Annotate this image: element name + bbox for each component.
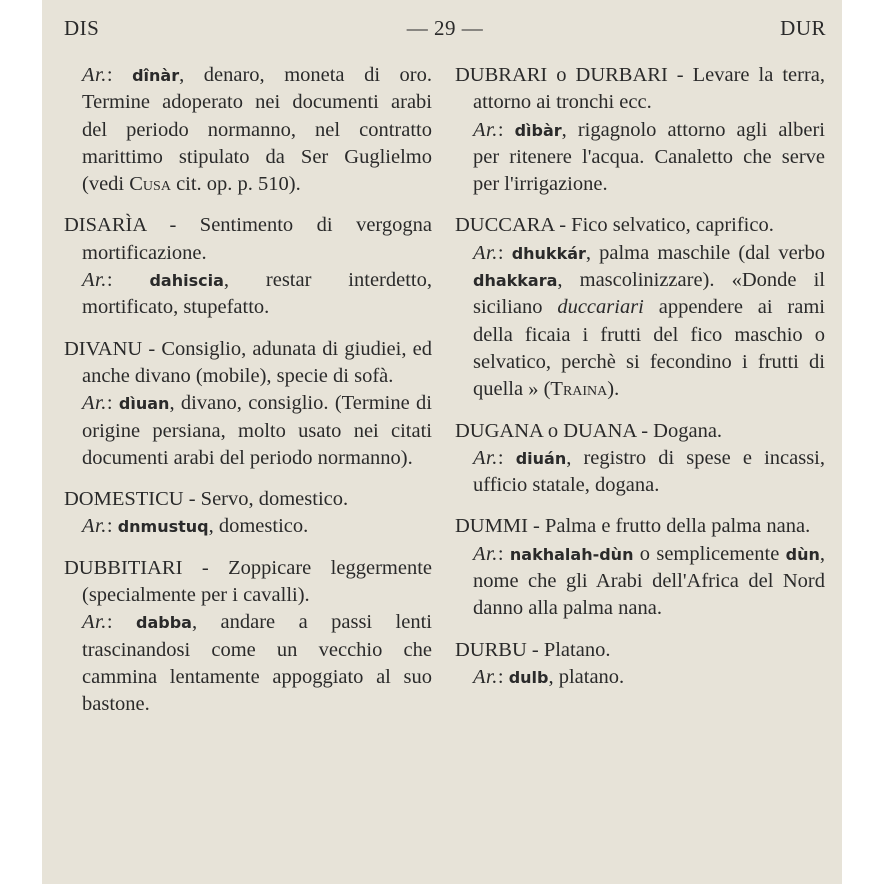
ar-label: Ar. (473, 542, 498, 565)
entry-dubbitiari (64, 555, 432, 719)
page-number: — 29 — (406, 16, 484, 40)
entry-body: Ar.: dnmustuq, domestico. (82, 515, 309, 538)
entry-text: , andare a passi lenti trascinandosi come un vecchio che cammina lentamente appoggiato al suo bastone. (82, 611, 432, 716)
entry-head: DURBU - Platano. (455, 638, 611, 661)
entry-head: DUBRARI o DURBARI - Levare la terra, attorno ai tronchi ecc. (455, 64, 825, 114)
entry-text: , restar interdetto, mortificato, stupefatto. (82, 269, 432, 319)
entry-text: , platano. (548, 665, 625, 688)
ar-label: Ar. (82, 269, 107, 292)
entry-text: , denaro, moneta di oro. Termine adoperato nei documenti arabi del periodo normanno, nel contratto marittimo stipulato da Ser Guglielmo (vedi (82, 64, 432, 196)
entry-continuation (64, 62, 432, 198)
author-ref: Cusa (129, 173, 171, 196)
entry-body: Ar.: dulb, platano. (473, 665, 625, 688)
entry-text: , palma maschile (dal verbo (585, 241, 825, 264)
arabic-word: dìbàr (514, 120, 562, 140)
entry-dubrari (455, 62, 825, 198)
entry-head: DUCCARA - Fico selvatico, caprifico. (455, 214, 774, 237)
entry-head: DOMESTICU - Servo, domestico. (64, 488, 349, 511)
entry-head: DIVANU - Consiglio, adunata di giudiei, ed anche divano (mobile), specie di sofà. (64, 337, 432, 387)
left-column (64, 62, 432, 733)
entry-text-2: , nome che gli Arabi dell'Africa del Nord danno alla palma nana. (473, 542, 825, 620)
arabic-word: dînàr (132, 66, 180, 85)
entry-head: DUMMI - Palma e frutto della palma nana. (455, 515, 811, 538)
arabic-word: dhukkár (511, 243, 586, 263)
arabic-word: diuán (515, 448, 567, 468)
ar-label: Ar. (473, 446, 498, 469)
entry-disaria (64, 212, 432, 321)
ar-label: Ar. (473, 665, 498, 688)
entry-divanu (64, 336, 432, 472)
entry-body: Ar.: nakhalah-dùn o semplicemente dùn, nome che gli Arabi dell'Africa del Nord danno alla palma nana. (473, 542, 825, 620)
entry-text: , registro di spese e incassi, ufficio statale, dogana. (473, 446, 825, 497)
running-head (64, 16, 826, 46)
entry-body: Ar.: dînàr, denaro, moneta di oro. Termine adoperato nei documenti arabi del periodo normanno, nel contratto marittimo stipulato da Ser Guglielmo (vedi Cusa cit. op. p. 510). (82, 64, 432, 196)
arabic-word: dnmustuq (117, 517, 209, 537)
ar-label: Ar. (473, 118, 498, 141)
arabic-word-2: dùn (785, 544, 820, 564)
ar-label: Ar. (473, 241, 498, 264)
ar-label: Ar. (82, 392, 107, 415)
entry-body: Ar.: dìuan, divano, consiglio. (Termine di origine persiana, molto usato nei citati documenti arabi del periodo normanno). (82, 392, 432, 469)
arabic-word: dulb (508, 667, 549, 687)
entry-text: , divano, consiglio. (Termine di origine persiana, molto usato nei citati documenti arabi del periodo normanno). (82, 392, 432, 469)
author-ref: Traina (550, 378, 608, 401)
entry-text-3: appendere ai rami della ficaia i frutti del fico maschio o selvatico, perchè si fecondino i frutti di quella » ( (473, 296, 826, 401)
arabic-word: nakhalah-dùn (509, 544, 634, 564)
entry-body: Ar.: diuán, registro di spese e incassi, ufficio statale, dogana. (473, 446, 825, 497)
ar-label: Ar. (82, 611, 107, 634)
entry-text: o semplicemente (633, 542, 780, 565)
arabic-word: dìuan (118, 394, 170, 414)
head-right: DUR (780, 16, 826, 40)
entry-text-4: ). (607, 378, 620, 401)
entry-body: Ar.: dabba, andare a passi lenti trascinandosi come un vecchio che cammina lentamente appoggiato al suo bastone. (82, 611, 432, 716)
entry-text: , rigagnolo attorno agli alberi per ritenere l'acqua. Canaletto che serve per l'irrigazione. (473, 118, 825, 196)
entry-text-2: , mascolinizzare). «Donde il siciliano (473, 269, 825, 319)
right-column (455, 62, 825, 705)
entry-text-2: cit. op. p. 510). (170, 173, 301, 196)
entry-durbu (455, 637, 825, 692)
dictionary-page (42, 0, 842, 884)
entry-head: DISARÌA - Sentimento di vergogna mortificazione. (64, 214, 432, 264)
entry-body: Ar.: dhukkár, palma maschile (dal verbo dhakkara, mascolinizzare). «Donde il siciliano duccariari appendere ai rami della ficaia i frutti del fico maschio o selvatico, perchè si fecondino i frutti di quella » (Traina). (473, 241, 826, 401)
entry-head: DUBBITIARI - Zoppicare leggermente (specialmente per i cavalli). (64, 556, 432, 607)
ar-label: Ar. (82, 64, 107, 86)
sicilian-word: duccariari (557, 296, 644, 319)
entry-head: DUGANA o DUANA - Dogana. (455, 419, 723, 442)
entry-body: Ar.: dìbàr, rigagnolo attorno agli alberi per ritenere l'acqua. Canaletto che serve per l'irrigazione. (473, 118, 825, 196)
entry-duccara (455, 212, 825, 403)
entry-body: Ar.: dahiscia, restar interdetto, mortificato, stupefatto. (82, 269, 432, 319)
arabic-word-2: dhakkara (473, 271, 558, 291)
head-left: DIS (64, 16, 100, 40)
entry-dummi (455, 513, 825, 622)
entry-dugana (455, 418, 825, 500)
arabic-word: dahiscia (149, 271, 224, 291)
entry-text: , domestico. (208, 515, 309, 538)
entry-domesticu (64, 486, 432, 541)
arabic-word: dabba (136, 613, 192, 633)
ar-label: Ar. (82, 515, 107, 538)
